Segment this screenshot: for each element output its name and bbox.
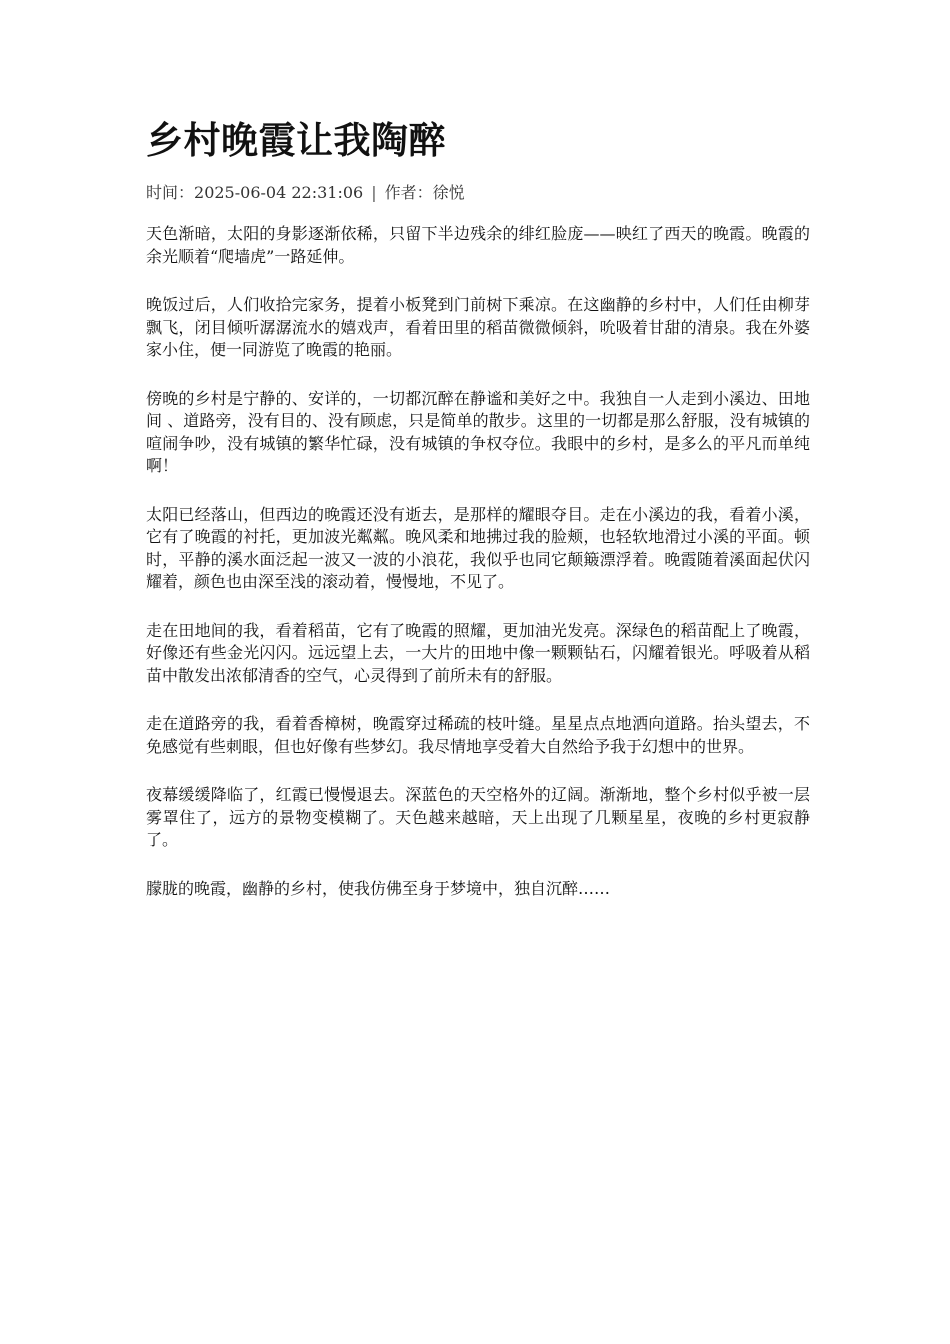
paragraph: 傍晚的乡村是宁静的、安详的，一切都沉醉在静谧和美好之中。我独自一人走到小溪边、田地间 、道路旁，没有目的、没有顾虑，只是简单的散步。这里的一切都是那么舒服，没有城镇的喧闹争吵，没有城镇的繁华忙碌，没有城镇的争权夺位。我眼中的乡村，是多么的平凡而单纯啊！ [146, 388, 810, 475]
author-label: 作者： [384, 183, 433, 202]
article-body [146, 223, 810, 900]
paragraph: 走在道路旁的我，看着香樟树，晚霞穿过稀疏的枝叶缝。星星点点地洒向道路。抬头望去，不免感觉有些刺眼，但也好像有些梦幻。我尽情地享受着大自然给予我于幻想中的世界。 [146, 714, 810, 756]
paragraph: 夜幕缓缓降临了，红霞已慢慢退去。深蓝色的天空格外的辽阔。渐渐地，整个乡村似乎被一层雾罩住了，远方的景物变模糊了。天色越来越暗，天上出现了几颗星星，夜晚的乡村更寂静了。 [146, 785, 810, 849]
paragraph: 太阳已经落山，但西边的晚霞还没有逝去，是那样的耀眼夺目。走在小溪边的我，看着小溪，它有了晚霞的衬托，更加波光粼粼。晚风柔和地拂过我的脸颊，也轻软地滑过小溪的平面。顿时，平静的溪水面泛起一波又一波的小浪花，我似乎也同它颠簸漂浮着。晚霞随着溪面起伏闪耀着，颜色也由深至浅的滚动着，慢慢地，不见了。 [146, 504, 810, 591]
paragraph: 晚饭过后，人们收拾完家务，提着小板凳到门前树下乘凉。在这幽静的乡村中，人们任由柳芽飘飞，闭目倾听潺潺流水的嬉戏声，看着田里的稻苗微微倾斜，吮吸着甘甜的清泉。我在外婆家小住，便一同游览了晚霞的艳丽。 [146, 295, 810, 359]
time-label: 时间： [146, 183, 195, 202]
author-name: 徐悦 [432, 183, 465, 202]
article [146, 112, 810, 926]
paragraph: 走在田地间的我，看着稻苗，它有了晚霞的照耀，更加油光发亮。深绿色的稻苗配上了晚霞，好像还有些金光闪闪。远远望上去，一大片的田地中像一颗颗钻石，闪耀着银光。呼吸着从稻苗中散发出浓郁清香的空气，心灵得到了前所未有的舒服。 [146, 620, 810, 685]
meta-separator: | [371, 183, 377, 202]
paragraph: 天色渐暗，太阳的身影逐渐依稀，只留下半边残余的绯红脸庞——映红了西天的晚霞。晚霞的余光顺着“爬墙虎”一路延伸。 [146, 224, 810, 266]
article-meta [146, 182, 810, 204]
article-title: 乡村晚霞让我陶醉 [146, 118, 446, 162]
publish-time: 2025-06-04 22:31:06 [194, 183, 364, 202]
paragraph: 朦胧的晚霞，幽静的乡村，使我仿佛至身于梦境中，独自沉醉…… [146, 878, 611, 898]
